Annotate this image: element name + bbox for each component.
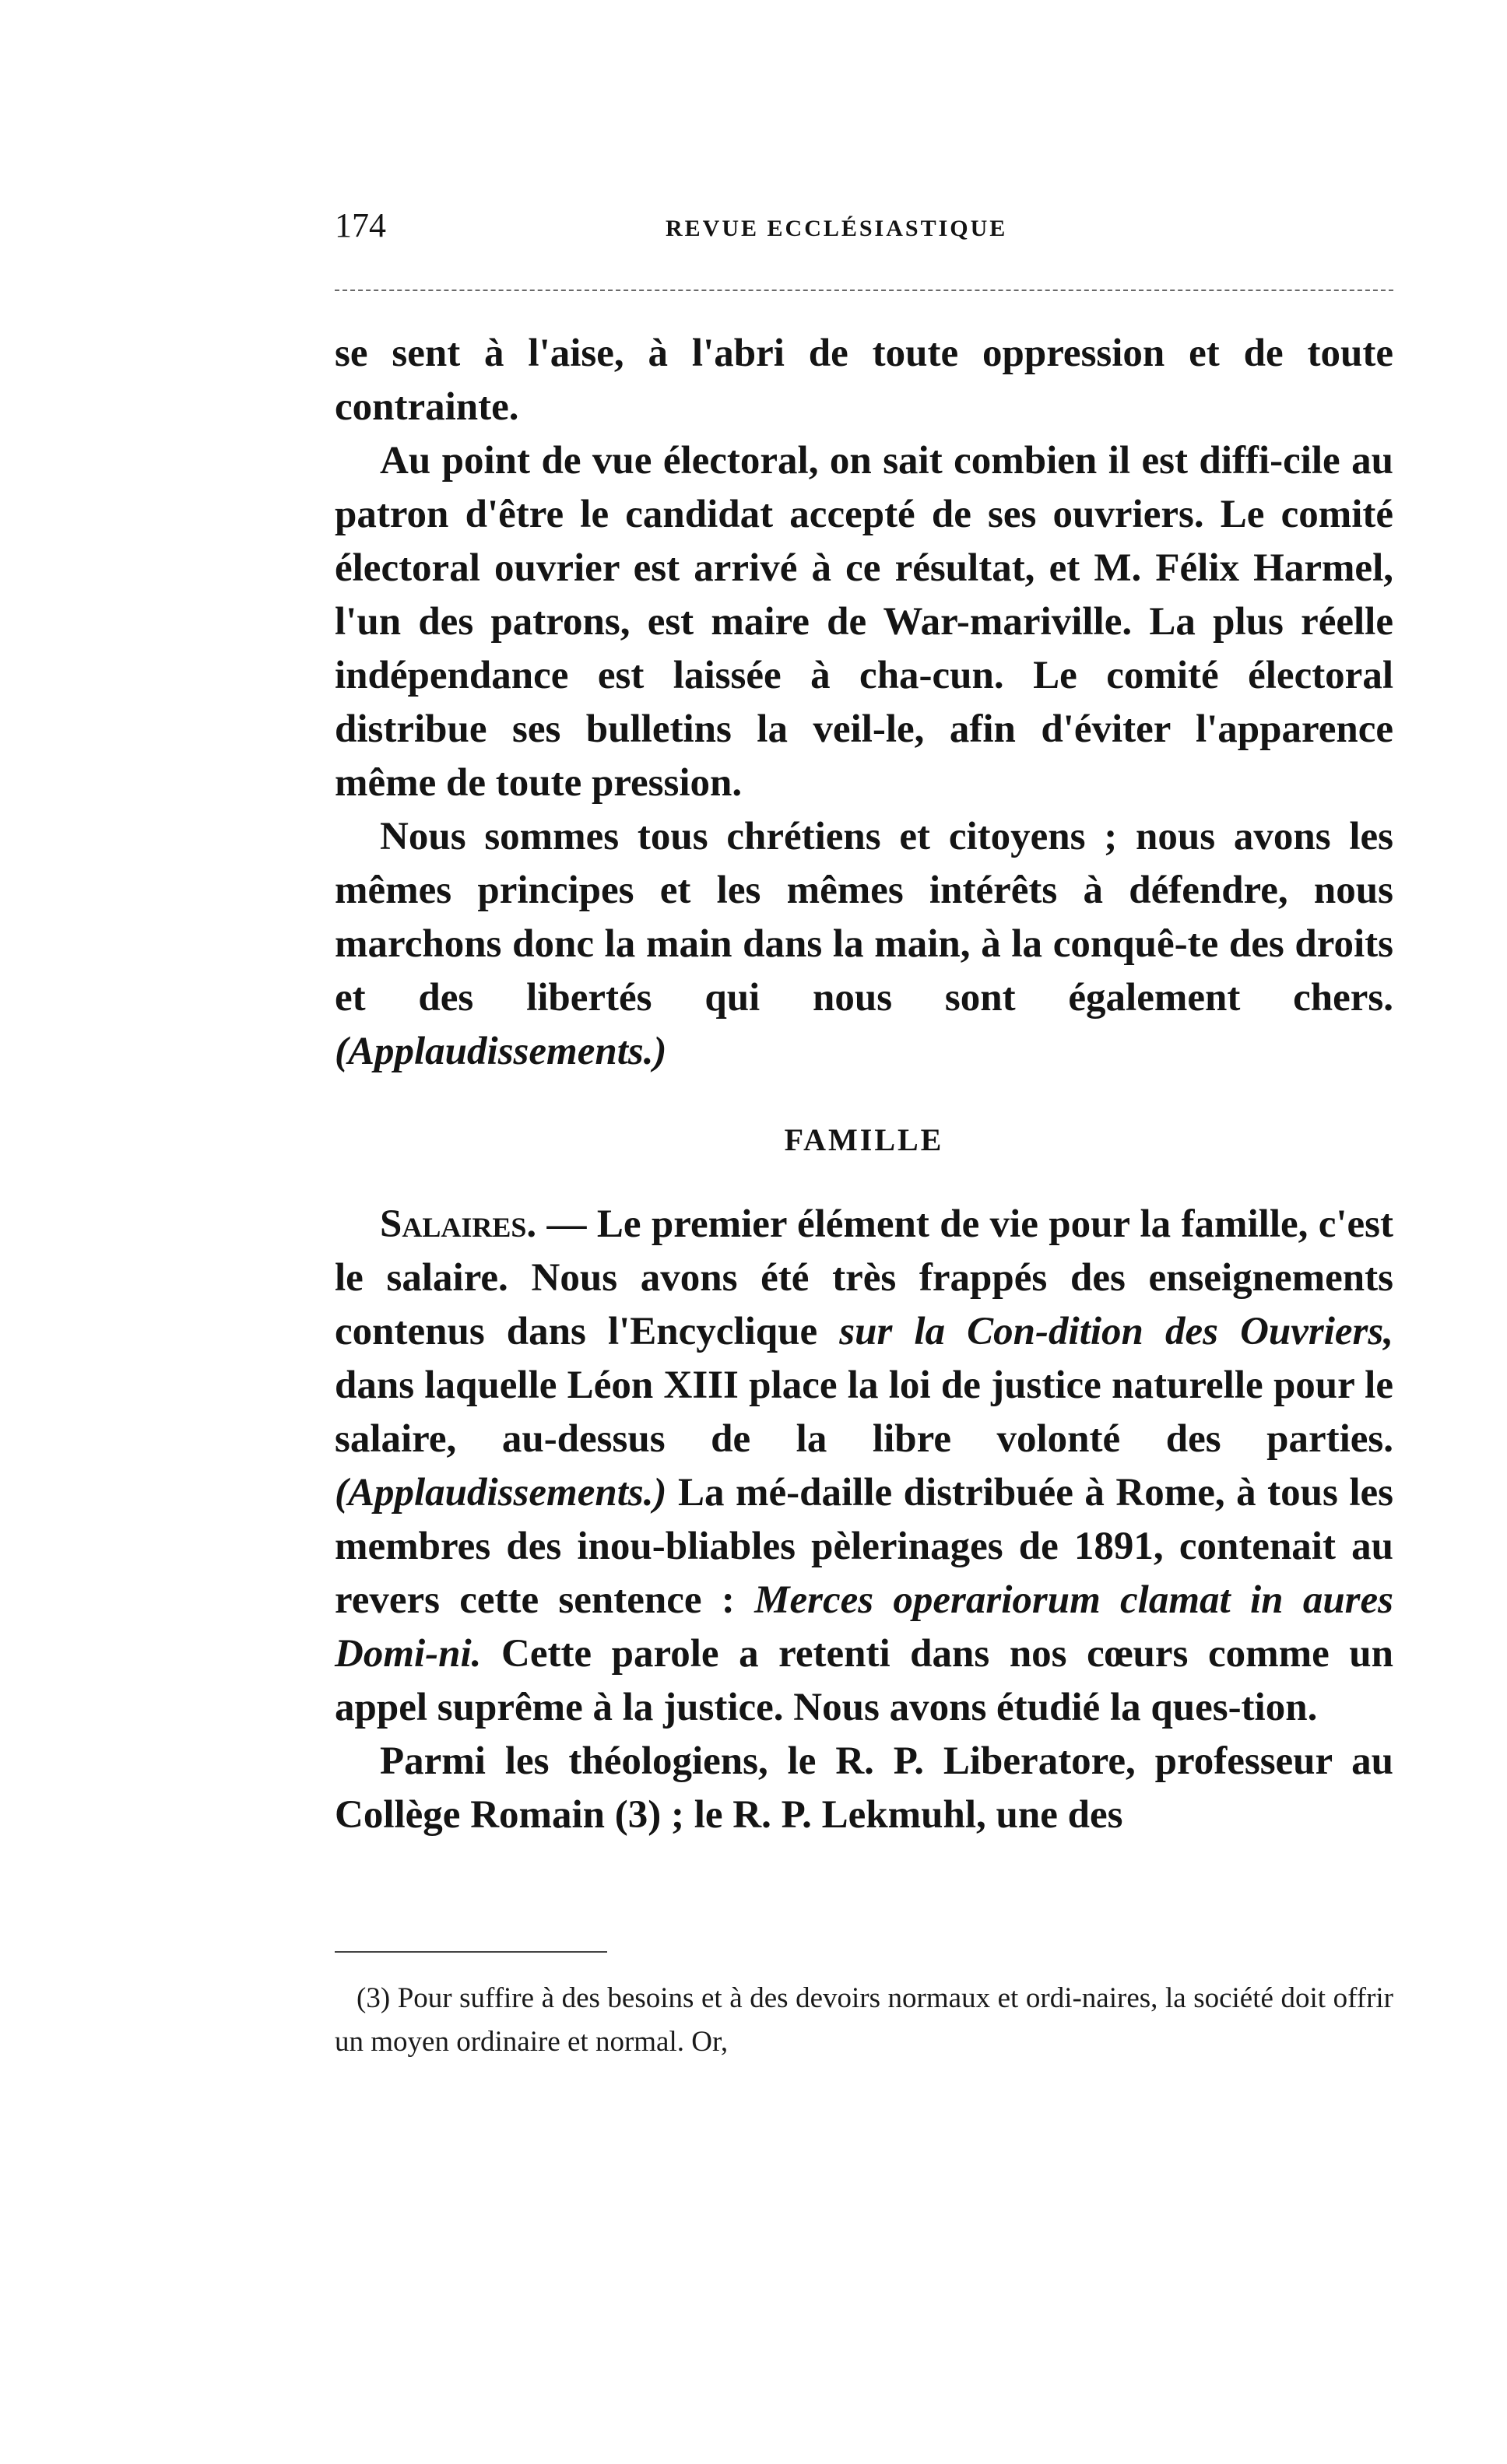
italic-text: sur la Con-dition des Ouvriers, [839,1310,1393,1353]
section-heading: FAMILLE [784,1122,944,1157]
paragraph: Au point de vue électoral, on sait combien il est diffi-cile au patron d'être le candidat accepté de ses ouvriers. Le comité électoral ouvrier est arrivé à ce résultat, et M. Félix Harmel, l'un des patrons, est maire de War-mariville. La plus réelle indépendance est laissée à cha-cun. Le comité électoral distribue ses bulletins la veil-le, afin d'éviter l'apparence même de toute pression. [335,439,1393,805]
page-number: 174 [335,206,386,244]
footnotes [335,1977,1393,2064]
footnote-rule [335,1951,607,1953]
paragraph-text: Cette parole a retenti dans nos cœurs comme un appel suprême à la justice. Nous avons étudié la ques-tion. [335,1632,1393,1729]
paragraph [335,1198,1393,1735]
paragraph [335,810,1393,1079]
journal-title: REVUE ECCLÉSIASTIQUE [666,216,1008,241]
running-head [335,204,1393,251]
paragraph: se sent à l'aise, à l'abri de toute oppression et de toute contrainte. [335,332,1393,429]
applause-note: (Applaudissements.) [335,1030,667,1073]
footnote: (3) Pour suffire à des besoins et à des devoirs normaux et ordi-naires, la société doit offrir un moyen ordinaire et normal. Or, [335,1982,1393,2058]
paragraph-text: — Le premier élément de vie pour la famille, c'est le salaire. Nous avons été très frappés des enseignements contenus dans l'Encyclique [335,1202,1393,1353]
applause-note: (Applaudissements.) [335,1471,667,1515]
paragraph-text: Nous sommes tous chrétiens et citoyens ; nous avons les mêmes principes et les mêmes intérêts à défendre, nous marchons donc la main dans la main, à la conquê-te des droits et des libertés qui nous sont également chers. [335,815,1393,1020]
subsection-label: Salaires. [380,1202,537,1246]
body-text [335,327,1393,1842]
header-rule [335,290,1393,291]
latin-quote: Merces operariorum clamat in aures Domi-ni. [335,1578,1394,1676]
paragraph-text: La mé-daille distribuée à Rome, à tous les membres des inou-bliables pèlerinages de 1891, contenait au revers cette sentence : [335,1471,1393,1622]
paragraph-text: dans laquelle Léon XIII place la loi de justice naturelle pour le salaire, au-dessus de la libre volonté des parties. [335,1364,1393,1461]
paragraph: Parmi les théologiens, le R. P. Liberatore, professeur au Collège Romain (3) ; le R. P. Lekmuhl, une des [335,1739,1393,1837]
